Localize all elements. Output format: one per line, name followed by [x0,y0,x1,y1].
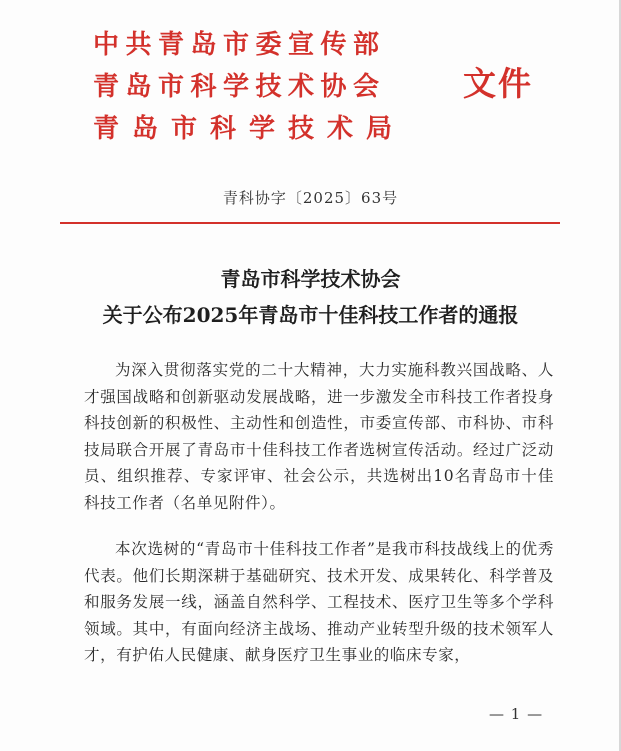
issuer-propaganda-department: 中共青岛市委宣传部 [93,30,386,60]
issuer-science-association: 青岛市科学技术协会 [93,72,386,102]
document-label: 文件 [463,64,533,103]
document-title-line-1: 青岛市科学技术协会 [220,267,401,291]
document-number: 青科协字〔2025〕63号 [222,189,399,207]
body-paragraph-2: 本次选树的“青岛市十佳科技工作者”是我市科技战线上的优秀代表。他们长期深耕于基础研究、技术开发、成果转化、科学普及和服务发展一线，涵盖自然科学、工程技术、医疗卫生等多个学科领域。其中，有面向经济主战场、推动产业转型升级的技术领军人才，有护佑人民健康、献身医疗卫生事业的临床专家， [84,540,554,664]
body-paragraph-1: 为深入贯彻落实党的二十大精神，大力实施科教兴国战略、人才强国战略和创新驱动发展战略，进一步激发全市科技工作者投身科技创新的积极性、主动性和创造性，市委宣传部、市科协、市科技局联合开展了青岛市十佳科技工作者选树宣传活动。经过广泛动员、组织推荐、专家评审、社会公示，共选树出10名青岛市十佳科技工作者（名单见附件）。 [84,361,554,512]
issuing-authorities [93,24,405,150]
document-title-line-2: 关于公布2025年青岛市十佳科技工作者的通报 [102,303,519,327]
red-divider [60,222,560,224]
issuer-science-bureau: 青岛市科学技术局 [93,114,406,144]
page-number: — 1 — [489,705,544,723]
